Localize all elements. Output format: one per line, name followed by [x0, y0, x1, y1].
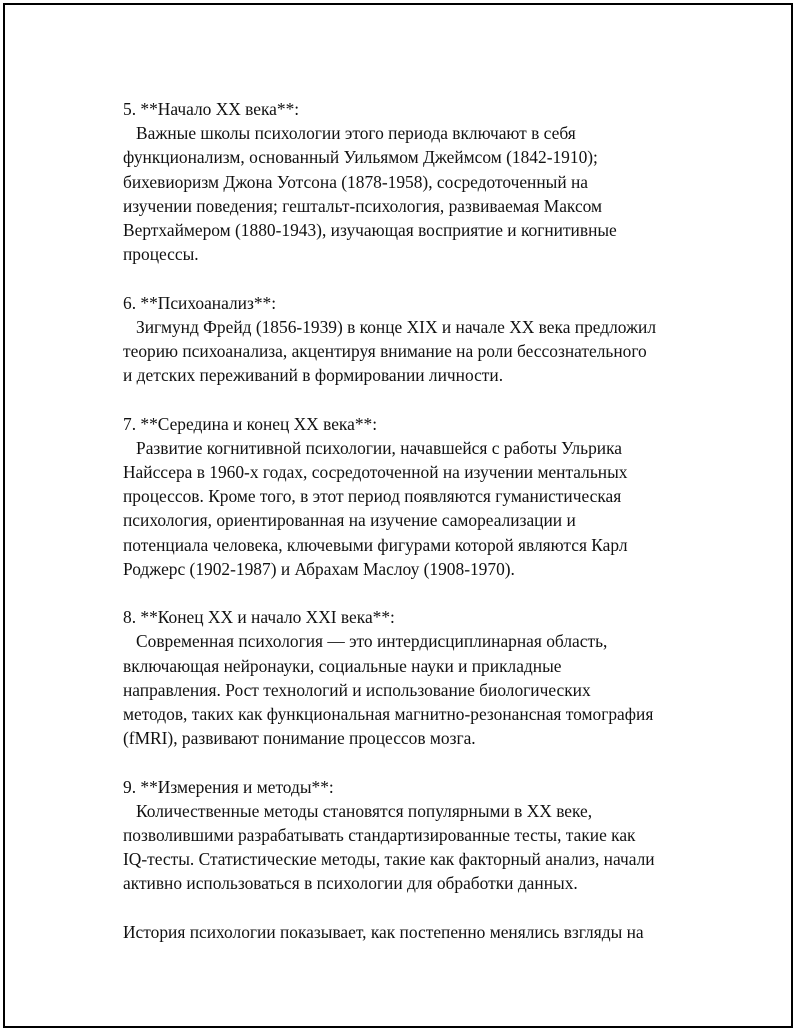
paragraph-line: Роджерс (1902-1987) и Абрахам Маслоу (1908-1970). — [123, 558, 515, 579]
paragraph-line: изучении поведения; гештальт-психология, развиваемая Максом — [123, 195, 603, 216]
paragraph-line: процессы. — [123, 244, 199, 265]
section-9 — [123, 775, 723, 896]
paragraph-line: Современная психология — это интердисциплинарная область, — [123, 631, 608, 652]
paragraph-line: (fMRI), развивают понимание процессов мозга. — [123, 728, 476, 749]
document-body — [123, 97, 723, 968]
paragraph-line: Вертхаймером (1880-1943), изучающая восприятие и когнитивные — [123, 220, 617, 241]
section-heading: 7. **Середина и конец XX века**: — [123, 413, 378, 434]
paragraph-line: Количественные методы становятся популярными в XX веке, — [123, 800, 593, 821]
paragraph-line: процессов. Кроме того, в этот период появляются гуманистическая — [123, 486, 622, 507]
paragraph-line: и детских переживаний в формировании личности. — [123, 365, 504, 386]
paragraph-line: Важные школы психологии этого периода включают в себя — [123, 123, 576, 144]
section-5 — [123, 97, 723, 266]
section-heading: 6. **Психоанализ**: — [123, 292, 277, 313]
paragraph-line: теорию психоанализа, акцентируя внимание на роли бессознательного — [123, 341, 647, 362]
paragraph-line: Найссера в 1960-х годах, сосредоточенной на изучении ментальных — [123, 462, 628, 483]
paragraph-line: позволившими разрабатывать стандартизированные тесты, такие как — [123, 825, 636, 846]
section-heading: 9. **Измерения и методы**: — [123, 776, 334, 797]
paragraph-line: потенциала человека, ключевыми фигурами которой являются Карл — [123, 534, 628, 555]
section-8 — [123, 605, 723, 750]
closing-paragraph — [123, 920, 723, 944]
section-6 — [123, 291, 723, 388]
paragraph-line: активно использоваться в психологии для обработки данных. — [123, 873, 578, 894]
paragraph-line: Развитие когнитивной психологии, начавшейся с работы Ульрика — [123, 437, 623, 458]
paragraph-line: История психологии показывает, как постепенно менялись взгляды на — [123, 921, 644, 942]
paragraph-line: функционализм, основанный Уильямом Джеймсом (1842-1910); — [123, 147, 598, 168]
paragraph-line: направления. Рост технологий и использование биологических — [123, 679, 591, 700]
paragraph-line: включающая нейронауки, социальные науки и прикладные — [123, 655, 562, 676]
section-7 — [123, 412, 723, 581]
page-frame — [3, 3, 793, 1028]
section-heading: 5. **Начало XX века**: — [123, 99, 300, 119]
paragraph-line: IQ-тесты. Статистические методы, такие как факторный анализ, начали — [123, 849, 655, 870]
paragraph-line: бихевиоризм Джона Уотсона (1878-1958), сосредоточенный на — [123, 171, 589, 192]
section-heading: 8. **Конец XX и начало XXI века**: — [123, 607, 395, 628]
paragraph-line: психология, ориентированная на изучение самореализации и — [123, 510, 576, 531]
paragraph-line: методов, таких как функциональная магнитно-резонансная томография — [123, 704, 654, 725]
paragraph-line: Зигмунд Фрейд (1856-1939) в конце XIX и начале XX века предложил — [123, 316, 657, 337]
